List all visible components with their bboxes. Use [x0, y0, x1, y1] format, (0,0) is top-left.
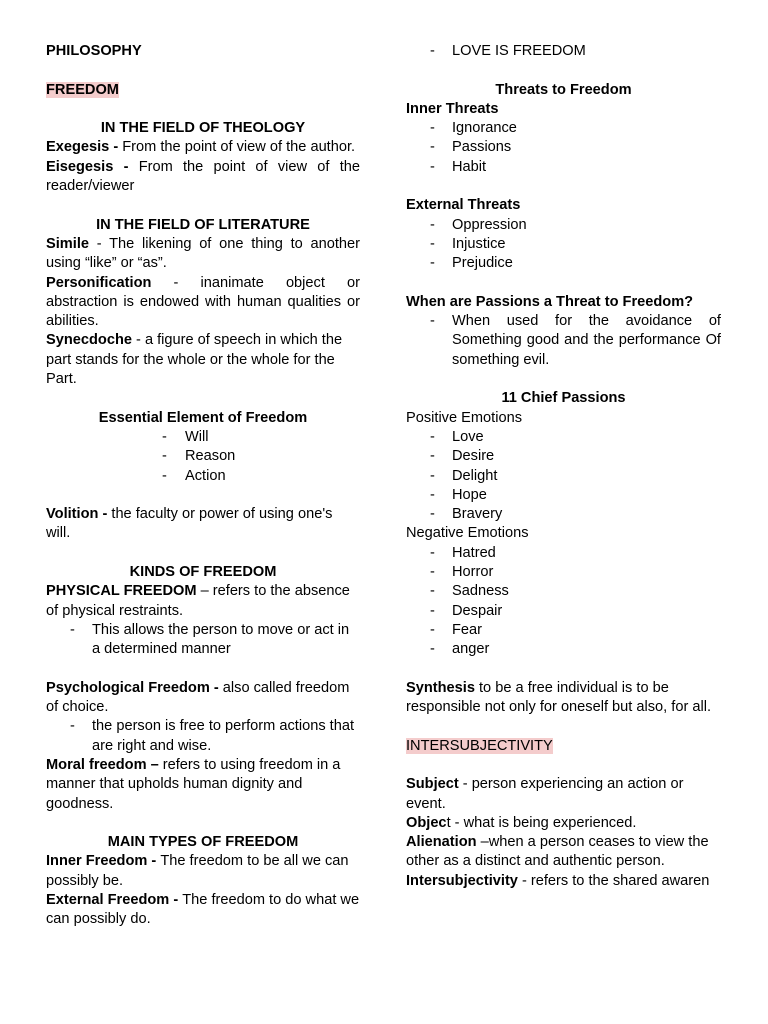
list-item: - Hope: [406, 486, 721, 505]
external-freedom-definition: External Freedom - The freedom to do what we can possibly do.: [46, 892, 360, 928]
chief-passions-heading: 11 Chief Passions: [501, 390, 626, 407]
positive-emotions-list: [406, 428, 721, 524]
list-item: - Passions: [406, 138, 721, 157]
inner-freedom-definition: Inner Freedom - The freedom to be all we can possibly be.: [46, 853, 349, 889]
simile-definition: Simile - The likening of one thing to another using “like” or “as”.: [46, 235, 360, 272]
positive-emotions-label: Positive Emotions: [406, 409, 522, 426]
list-item: - Will: [46, 428, 360, 447]
intersubjectivity-heading: INTERSUBJECTIVITY: [406, 737, 553, 754]
external-threats-heading: External Threats: [406, 197, 521, 214]
physical-freedom-definition: PHYSICAL FREEDOM – refers to the absence of physical restraints.: [46, 583, 350, 619]
exegesis-definition: Exegesis - From the point of view of the author.: [46, 139, 356, 156]
external-threats-list: [406, 216, 721, 274]
right-column: [406, 42, 721, 891]
list-item: - Oppression: [406, 216, 721, 235]
list-item: - When used for the avoidance of Something good and the performance Of something evil.: [406, 312, 721, 370]
list-item: - Ignorance: [406, 119, 721, 138]
negative-emotions-label: Negative Emotions: [406, 525, 529, 542]
list-item: - anger: [406, 640, 721, 659]
love-list: [406, 42, 721, 61]
passions-answer-list: [406, 312, 721, 370]
object-definition: Object - what is being experienced.: [406, 814, 637, 831]
list-item: - Bravery: [406, 505, 721, 524]
list-item: - the person is free to perform actions that are right and wise.: [46, 717, 360, 756]
list-item: - Habit: [406, 158, 721, 177]
list-item: - Horror: [406, 563, 721, 582]
list-item: - Fear: [406, 621, 721, 640]
left-column: [46, 42, 360, 930]
synthesis-definition: Synthesis to be a free individual is to be responsible not only for oneself but also, for all.: [406, 679, 712, 716]
main-types-heading: MAIN TYPES OF FREEDOM: [107, 834, 299, 851]
inner-threats-heading: Inner Threats: [406, 100, 499, 117]
document-title: PHILOSOPHY: [46, 43, 142, 59]
intersubjectivity-definition: Intersubjectivity - refers to the shared awaren: [406, 872, 710, 889]
freedom-heading: FREEDOM: [46, 81, 119, 98]
moral-freedom-definition: Moral freedom – refers to using freedom in a manner that upholds human dignity and goodness.: [46, 756, 341, 812]
list-item: - Delight: [406, 467, 721, 486]
list-item: - This allows the person to move or act in a determined manner: [46, 621, 360, 660]
negative-emotions-list: [406, 544, 721, 660]
list-item: - Prejudice: [406, 254, 721, 273]
list-item: - Love: [406, 428, 721, 447]
alienation-definition: Alienation –when a person ceases to view the other as a distinct and authentic person.: [406, 834, 709, 870]
inner-threats-list: [406, 119, 721, 177]
personification-definition: Personification - inanimate object or abstraction is endowed with human qualities or abilities.: [46, 274, 360, 330]
eisegesis-definition: Eisegesis - From the point of view of the reader/viewer: [46, 158, 360, 195]
volition-definition: Volition - the faculty or power of using one's will.: [46, 506, 333, 542]
psychological-freedom-definition: Psychological Freedom - also called freedom of choice.: [46, 679, 350, 716]
literature-heading: IN THE FIELD OF LITERATURE: [96, 216, 310, 233]
list-item: - Action: [46, 467, 360, 486]
essential-element-list: [46, 428, 360, 486]
threats-heading: Threats to Freedom: [495, 81, 632, 98]
passions-question-heading: When are Passions a Threat to Freedom?: [406, 293, 694, 310]
essential-element-heading: Essential Element of Freedom: [98, 409, 308, 426]
physical-freedom-list: [46, 621, 360, 660]
list-item: - Reason: [46, 447, 360, 466]
kinds-of-freedom-heading: KINDS OF FREEDOM: [129, 564, 277, 581]
list-item: - Despair: [406, 602, 721, 621]
theology-heading: IN THE FIELD OF THEOLOGY: [100, 120, 306, 137]
psychological-freedom-list: [46, 717, 360, 756]
list-item: - Injustice: [406, 235, 721, 254]
subject-definition: Subject - person experiencing an action or event.: [406, 776, 684, 812]
synecdoche-definition: Synecdoche - a figure of speech in which the part stands for the whole or the whole for the Part.: [46, 332, 343, 388]
list-item: - Sadness: [406, 582, 721, 601]
list-item: - LOVE IS FREEDOM: [406, 42, 721, 61]
list-item: - Hatred: [406, 544, 721, 563]
list-item: - Desire: [406, 447, 721, 466]
